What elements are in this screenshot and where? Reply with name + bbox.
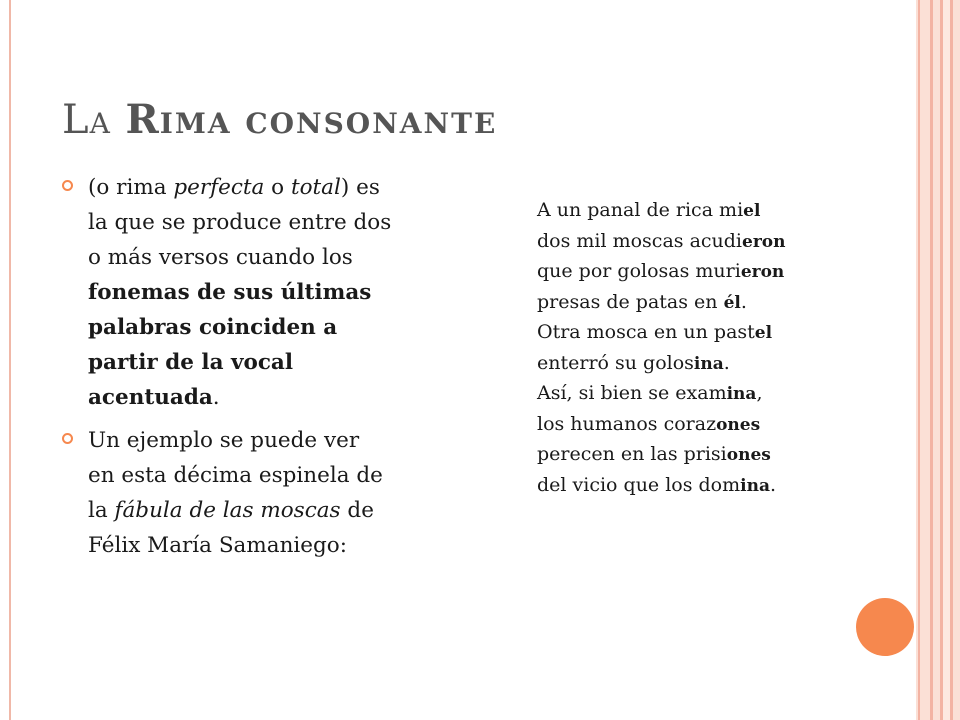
poem-line-punct: , <box>756 382 763 404</box>
title-rest-ima: IMA <box>159 107 232 140</box>
poem-line-rhyme: ina <box>693 353 724 374</box>
poem-line-text: que por golosas muri <box>537 260 741 282</box>
poem-line-text: A un panal de rica mi <box>537 199 744 221</box>
bullet1-text-1: (o rima <box>88 175 174 200</box>
bullet1-text-3: ) es la que se produce entre dos o más versos cuando los <box>88 175 392 270</box>
right-decorative-stripes <box>916 0 960 720</box>
poem-line <box>537 410 857 441</box>
poem-line-text: del vicio que los dom <box>537 473 741 496</box>
bullet1-italic-perfecta: perfecta <box>173 175 265 200</box>
poem-line-punct: . <box>769 473 777 496</box>
poem-line-rhyme: el <box>743 201 761 221</box>
bullet2-italic-fabula: fábula de las moscas <box>114 498 341 523</box>
poem-line <box>537 471 857 502</box>
bullet-list <box>62 170 392 571</box>
title-initial-l: L <box>62 97 90 143</box>
poem-line <box>537 257 857 288</box>
poem-line-rhyme: eron <box>740 262 785 282</box>
poem-line <box>537 227 857 258</box>
bullet-circle-icon <box>62 180 73 191</box>
poem-line-text: Así, si bien se exam <box>537 382 727 404</box>
poem-line-rhyme: ones <box>716 414 761 435</box>
poem-line <box>537 318 857 349</box>
bullet-item-definition <box>62 170 392 415</box>
bullet-item-example <box>62 423 392 563</box>
slide-title <box>62 96 497 143</box>
poem-line-text: los humanos coraz <box>537 412 717 435</box>
poem-line-rhyme: ina <box>740 475 770 496</box>
poem-line-rhyme: ina <box>726 384 757 404</box>
poem-line-text: dos mil moscas acudi <box>537 229 743 252</box>
poem-line <box>537 379 857 410</box>
poem-block <box>537 196 857 501</box>
poem-line-punct: . <box>723 351 730 374</box>
poem-line <box>537 440 857 471</box>
poem-line-rhyme: ones <box>726 445 771 465</box>
bullet1-period: . <box>212 385 220 410</box>
poem-line <box>537 196 857 227</box>
bullet1-text-2: o <box>264 175 291 200</box>
bullet1-italic-total: total <box>290 175 341 200</box>
poem-line-rhyme: el <box>754 323 773 343</box>
orange-circle-decoration <box>856 598 914 656</box>
left-border-line <box>9 0 11 720</box>
poem-line-punct: . <box>740 290 747 313</box>
poem-line-text: enterró su golos <box>537 351 694 374</box>
poem-line-rhyme: él <box>723 292 741 313</box>
poem-line <box>537 288 857 319</box>
title-word-consonante: CONSONANTE <box>245 107 498 140</box>
bullet1-bold-fonemas: fonemas de sus últimas palabras coinciden a partir de la vocal acentuada <box>88 280 372 410</box>
poem-line-rhyme: eron <box>742 231 786 252</box>
poem-line-text: presas de patas en <box>537 290 724 313</box>
title-rest-a: A <box>89 107 112 140</box>
bullet2-text-1: Un ejemplo se puede ver en esta décima espinela de la <box>88 428 383 523</box>
poem-line-text: perecen en las prisi <box>537 443 727 465</box>
poem-line-text: Otra mosca en un past <box>537 321 755 343</box>
bullet-circle-icon <box>62 433 73 444</box>
title-initial-r: R <box>125 96 160 143</box>
poem-line <box>537 349 857 380</box>
bullet2-text-2: de Félix María Samaniego: <box>88 498 374 558</box>
